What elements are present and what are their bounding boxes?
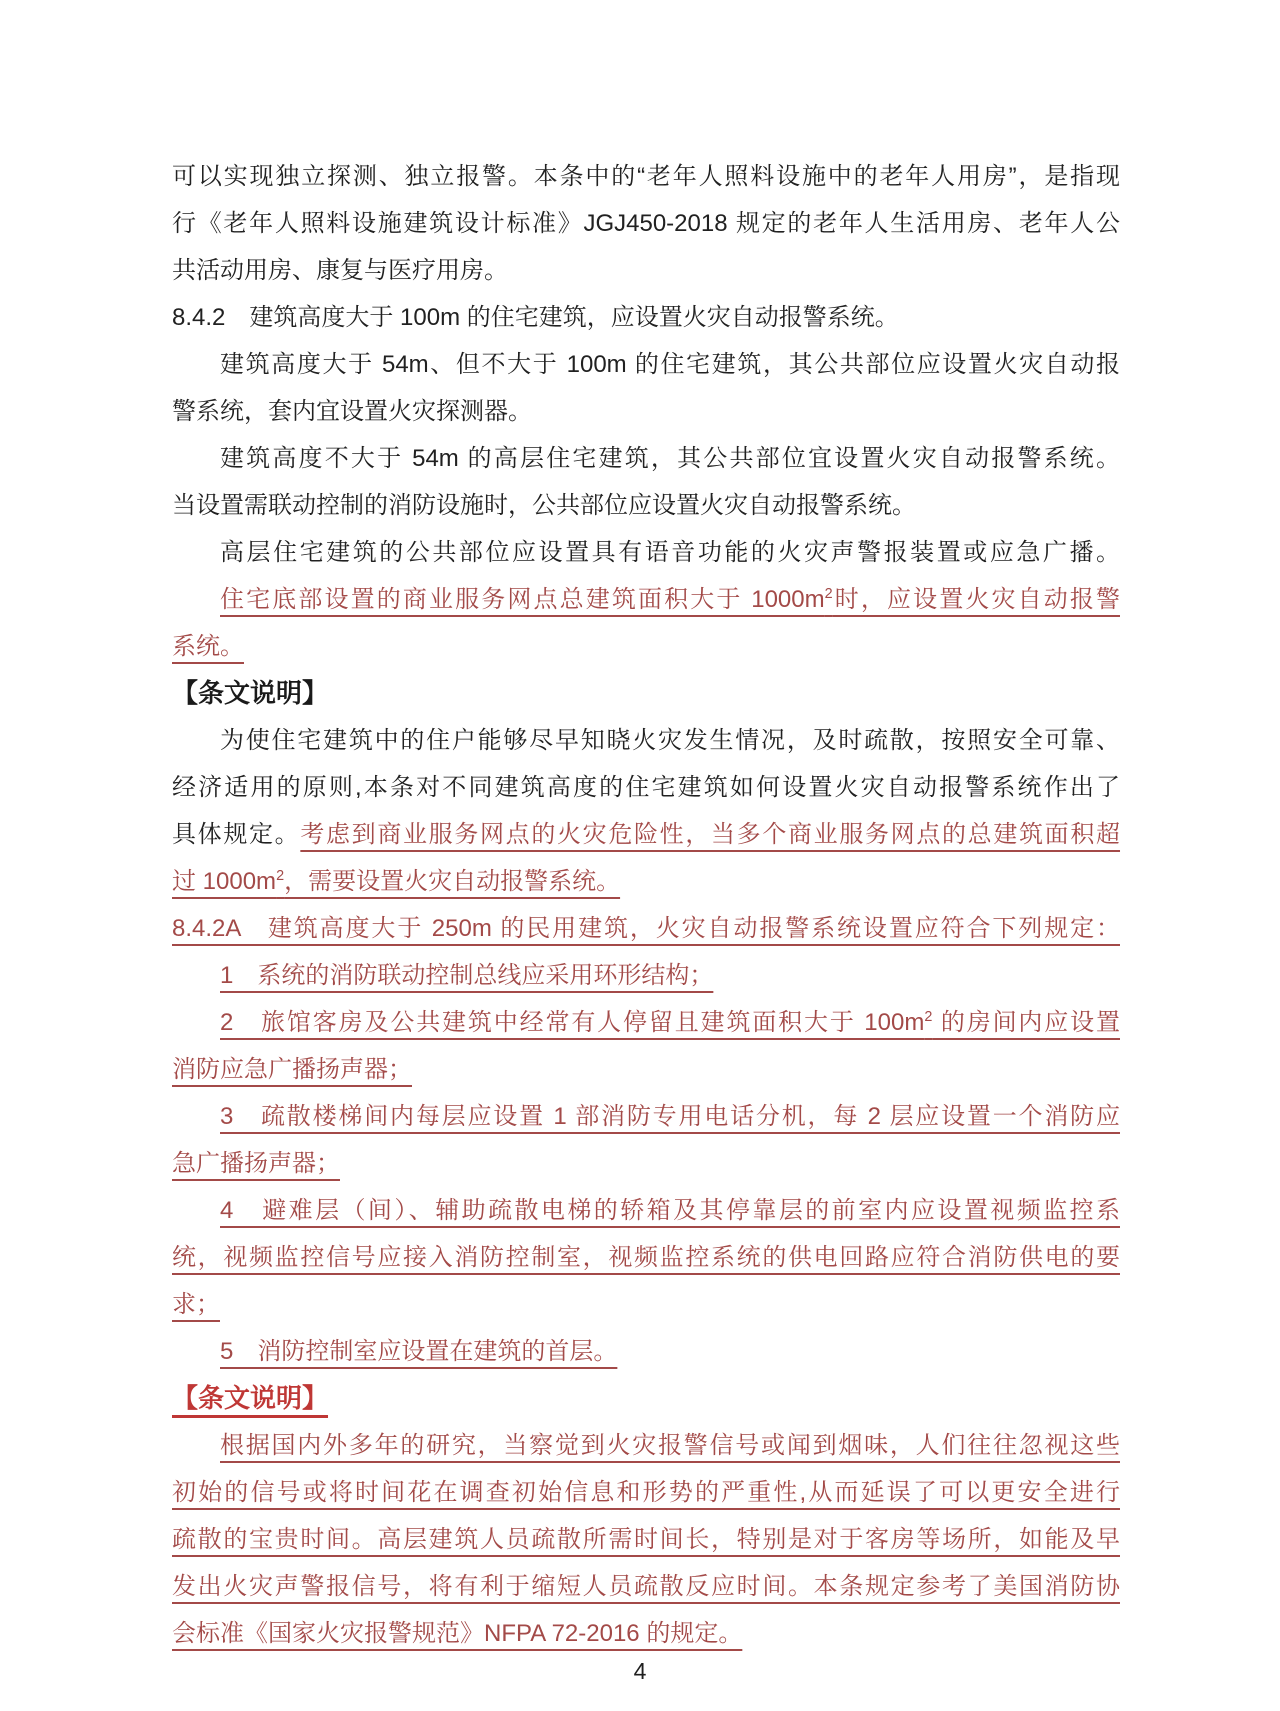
text-line [172, 1422, 1120, 1469]
page-number: 4 [633, 1658, 647, 1684]
text-run: 经济适用的原则,本条对不同建筑高度的住宅建筑如何设置火灾自动报警系统作出了 [172, 774, 1120, 801]
text-run: 会标准《国家火灾报警规范》NFPA 72-2016 的规定。 [172, 1620, 743, 1647]
text-run: 考虑到商业服务网点的火灾危险性，当多个商业服务网点的总建筑面积超 [300, 821, 1121, 848]
text-line [172, 1610, 1120, 1657]
text-run: 急广播扬声器； [172, 1150, 340, 1177]
section-label-explanation-red [172, 1375, 1120, 1422]
text-run: 高层住宅建筑的公共部位应设置具有语音功能的火灾声警报装置或应急广播。 [220, 539, 1120, 566]
text-run: 住宅底部设置的商业服务网点总建筑面积大于 $1000m^2$时，应设置火灾自动报警 [220, 586, 1120, 613]
text-run: 建筑高度大于 54m、但不大于 100m 的住宅建筑，其公共部位应设置火灾自动报 [220, 351, 1120, 378]
text-run: 当设置需联动控制的消防设施时，公共部位应设置火灾自动报警系统。 [172, 492, 916, 519]
superscript: 2 [276, 868, 285, 884]
text-line [172, 529, 1120, 576]
text-run: 5 消防控制室应设置在建筑的首层。 [220, 1338, 618, 1365]
text-run: 过 $1000m^2$，需要设置火灾自动报警系统。 [172, 868, 621, 895]
text-run: 具体规定。 [172, 821, 301, 848]
text-run: 疏散的宝贵时间。高层建筑人员疏散所需时间长，特别是对于客房等场所，如能及早 [172, 1526, 1120, 1553]
text-run: 系统。 [172, 633, 244, 660]
text-line [172, 623, 1120, 670]
text-run: 4 避难层（间）、辅助疏散电梯的轿箱及其停靠层的前室内应设置视频监控系 [220, 1197, 1120, 1224]
text-line [172, 1234, 1120, 1281]
text-run: 统，视频监控信号应接入消防控制室，视频监控系统的供电回路应符合消防供电的要 [172, 1244, 1120, 1271]
text-line [172, 1046, 1120, 1093]
list-item-3 [172, 1093, 1120, 1140]
text-run: 3 疏散楼梯间内每层应设置 1 部消防专用电话分机，每 2 层应设置一个消防应 [220, 1103, 1120, 1130]
text-run: 可以实现独立探测、独立报警。本条中的“老年人照料设施中的老年人用房”，是指现 [172, 163, 1120, 190]
superscript: 2 [924, 1009, 933, 1025]
text-run: 警系统，套内宜设置火灾探测器。 [172, 398, 532, 425]
text-run: 行《老年人照料设施建筑设计标准》JGJ450-2018 规定的老年人生活用房、老年人公 [172, 210, 1120, 237]
text-run: 初始的信号或将时间花在调查初始信息和形势的严重性,从而延误了可以更安全进行 [172, 1479, 1120, 1506]
text-run: 1 系统的消防联动控制总线应采用环形结构； [220, 962, 714, 989]
text-line [172, 435, 1120, 482]
text-line [172, 576, 1120, 623]
text-line [172, 811, 1120, 858]
text-body [172, 153, 1120, 1657]
text-line [172, 717, 1120, 764]
text-line [172, 482, 1120, 529]
text-line [172, 341, 1120, 388]
text-line [172, 1140, 1120, 1187]
clause-8-4-2-heading [172, 294, 1120, 341]
list-item-5 [172, 1328, 1120, 1375]
text-run: 根据国内外多年的研究，当察觉到火灾报警信号或闻到烟味，人们往往忽视这些 [220, 1432, 1120, 1459]
text-line [172, 764, 1120, 811]
section-label-explanation [172, 670, 1120, 717]
text-run: 消防应急广播扬声器； [172, 1056, 412, 1083]
text-line [172, 1469, 1120, 1516]
clause-8-4-2A-heading [172, 905, 1120, 952]
text-run: 【条文说明】 [172, 678, 329, 708]
text-line [172, 247, 1120, 294]
text-run: 共活动用房、康复与医疗用房。 [172, 257, 508, 284]
text-run: 【条文说明】 [172, 1383, 329, 1413]
list-item-1 [172, 952, 1120, 999]
text-line [172, 1281, 1120, 1328]
text-line [172, 388, 1120, 435]
text-run: 发出火灾声警报信号，将有利于缩短人员疏散反应时间。本条规定参考了美国消防协 [172, 1573, 1120, 1600]
text-run: 8.4.2 建筑高度大于 100m 的住宅建筑，应设置火灾自动报警系统。 [172, 304, 899, 331]
list-item-2 [172, 999, 1120, 1046]
text-run: 建筑高度不大于 54m 的高层住宅建筑，其公共部位宜设置火灾自动报警系统。 [220, 445, 1120, 472]
text-line [172, 858, 1120, 905]
list-item-4 [172, 1187, 1120, 1234]
text-line [172, 153, 1120, 200]
text-line [172, 200, 1120, 247]
text-run: 2 旅馆客房及公共建筑中经常有人停留且建筑面积大于 $100m^2$ 的房间内应设置 [220, 1009, 1120, 1036]
text-run: 为使住宅建筑中的住户能够尽早知晓火灾发生情况，及时疏散，按照安全可靠、 [220, 727, 1120, 754]
text-run: 求； [172, 1291, 220, 1318]
text-line [172, 1563, 1120, 1610]
text-run: 8.4.2A 建筑高度大于 250m 的民用建筑，火灾自动报警系统设置应符合下列规定： [172, 915, 1120, 942]
text-line [172, 1516, 1120, 1563]
superscript: 2 [824, 586, 833, 602]
